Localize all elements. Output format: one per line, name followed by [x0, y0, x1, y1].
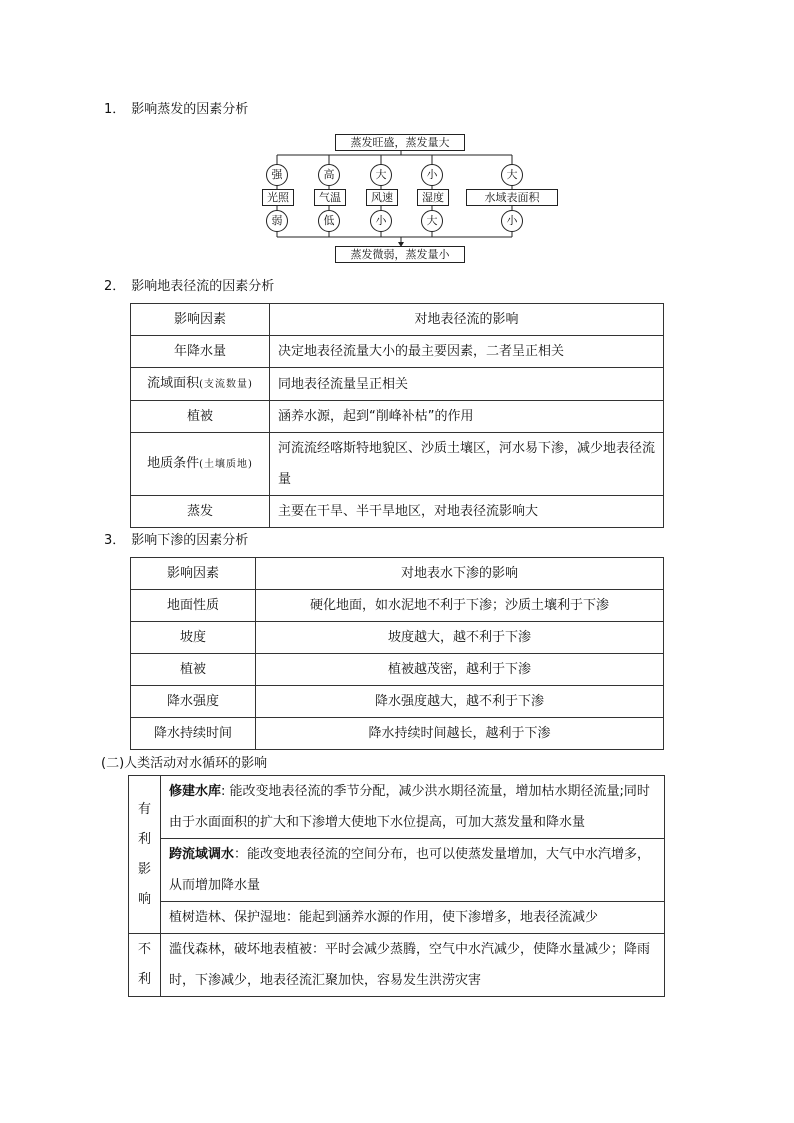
- impact-text: ：能改变地表径流的空间分布，也可以使蒸发量增加，大气中水汽增多，从而增加降水量: [169, 847, 651, 893]
- section-number: 2．: [104, 279, 126, 294]
- table-row: [129, 839, 665, 902]
- unfavorable-label-cell: [129, 934, 161, 997]
- table-row: [131, 654, 664, 686]
- effect-cell: 降水持续时间越长，越利于下渗: [256, 718, 664, 750]
- impact-key: 跨流域调水: [169, 847, 235, 862]
- impact-cell: [161, 902, 665, 934]
- factor-cell: 蒸发: [131, 496, 270, 528]
- favorable-label-char: 响: [137, 891, 151, 907]
- unfavorable-label-char: 不: [137, 942, 151, 957]
- factor-note: (土壤质地): [199, 459, 253, 470]
- table-row: [129, 934, 665, 997]
- effect-cell: 主要在干旱、半干旱地区，对地表径流影响大: [270, 496, 664, 528]
- effect-cell: 决定地表径流量大小的最主要因素，二者呈正相关: [270, 336, 664, 368]
- factor-top-circle: 高: [318, 164, 340, 186]
- effect-cell: 坡度越大，越不利于下渗: [256, 622, 664, 654]
- table-header-cell: 影响因素: [131, 304, 270, 336]
- factor-label: 流域面积: [147, 376, 200, 391]
- factor-box: 风速: [366, 189, 398, 206]
- effect-cell: 河流流经喀斯特地貌区、沙质土壤区，河水易下渗，减少地表径流量: [270, 433, 664, 496]
- unfavorable-label-char: 利: [137, 972, 151, 987]
- effect-cell: 同地表径流量呈正相关: [270, 368, 664, 401]
- factor-box: 气温: [314, 189, 346, 206]
- factor-top-circle: 大: [501, 164, 523, 186]
- human-impact-table: [128, 775, 665, 997]
- table-row: [131, 336, 664, 368]
- impact-cell: [161, 934, 665, 997]
- table-header-row: [131, 304, 664, 336]
- section-heading-2: [104, 279, 274, 295]
- effect-cell: 涵养水源，起到“削峰补枯”的作用: [270, 401, 664, 433]
- table-row: [131, 368, 664, 401]
- impact-cell: [161, 776, 665, 839]
- factor-box: 光照: [262, 189, 294, 206]
- table-header-cell: 影响因素: [131, 558, 256, 590]
- section-title: 影响蒸发的因素分析: [131, 102, 249, 117]
- factor-bottom-circle: 大: [421, 210, 443, 232]
- table-row: [129, 776, 665, 839]
- factor-cell: 坡度: [131, 622, 256, 654]
- table-row: [131, 496, 664, 528]
- favorable-label-char: 利: [137, 831, 151, 847]
- factor-cell: 地面性质: [131, 590, 256, 622]
- factor-cell: 年降水量: [131, 336, 270, 368]
- effect-cell: 植被越茂密，越利于下渗: [256, 654, 664, 686]
- section-title: 影响下渗的因素分析: [131, 533, 249, 548]
- factor-top-circle: 小: [421, 164, 443, 186]
- factor-label: 地质条件: [147, 456, 200, 471]
- favorable-label-cell: [129, 776, 161, 934]
- table-row: [131, 401, 664, 433]
- table-header-row: [131, 558, 664, 590]
- table-row: [131, 622, 664, 654]
- factor-cell: 降水强度: [131, 686, 256, 718]
- top-result-box: 蒸发旺盛，蒸发量大: [335, 134, 465, 151]
- factor-bottom-circle: 小: [370, 210, 392, 232]
- factor-bottom-circle: 小: [501, 210, 523, 232]
- bottom-result-box: 蒸发微弱，蒸发量小: [335, 246, 465, 263]
- favorable-label-char: 影: [137, 861, 151, 877]
- section-heading-4: [101, 756, 267, 772]
- factor-box: 湿度: [417, 189, 449, 206]
- factor-box: 水域表面积: [466, 189, 558, 206]
- factor-bottom-circle: 低: [318, 210, 340, 232]
- impact-text: 滥伐森林，破坏地表植被：平时会减少蒸腾，空气中水汽减少，使降水量减少；降雨时，下渗减少，地表径流汇聚加快，容易发生洪涝灾害: [169, 942, 651, 988]
- table-row: [131, 590, 664, 622]
- section-number: 3．: [104, 533, 126, 548]
- factor-cell: 降水持续时间: [131, 718, 256, 750]
- factor-cell: 植被: [131, 401, 270, 433]
- section-number: 1．: [104, 102, 126, 117]
- effect-cell: 硬化地面，如水泥地不利于下渗；沙质土壤利于下渗: [256, 590, 664, 622]
- impact-text: 植树造林、保护湿地：能起到涵养水源的作用，使下渗增多，地表径流减少: [169, 910, 599, 925]
- impact-key: 修建水库: [169, 784, 222, 799]
- effect-cell: 降水强度越大，越不利于下渗: [256, 686, 664, 718]
- table-header-cell: 对地表径流的影响: [270, 304, 664, 336]
- factor-cell: [131, 368, 270, 401]
- factor-top-circle: 强: [266, 164, 288, 186]
- favorable-label-char: 有: [137, 801, 151, 817]
- section-title: 影响地表径流的因素分析: [131, 279, 275, 294]
- factor-bottom-circle: 弱: [266, 210, 288, 232]
- section-heading-3: [104, 533, 248, 549]
- table-row: [131, 686, 664, 718]
- impact-text: : 能改变地表径流的季节分配，减少洪水期径流量，增加枯水期径流量;同时由于水面面积的扩大和下渗增大使地下水位提高，可加大蒸发量和降水量: [169, 784, 650, 830]
- table-header-cell: 对地表水下渗的影响: [256, 558, 664, 590]
- impact-cell: [161, 839, 665, 902]
- factor-top-circle: 大: [370, 164, 392, 186]
- factor-note: (支流数量): [199, 379, 253, 390]
- runoff-factor-table: [130, 303, 664, 528]
- section-title: (二)人类活动对水循环的影响: [101, 756, 268, 771]
- factor-cell: [131, 433, 270, 496]
- factor-cell: 植被: [131, 654, 256, 686]
- infiltration-factor-table: [130, 557, 664, 750]
- table-row: [129, 902, 665, 934]
- table-row: [131, 718, 664, 750]
- table-row: [131, 433, 664, 496]
